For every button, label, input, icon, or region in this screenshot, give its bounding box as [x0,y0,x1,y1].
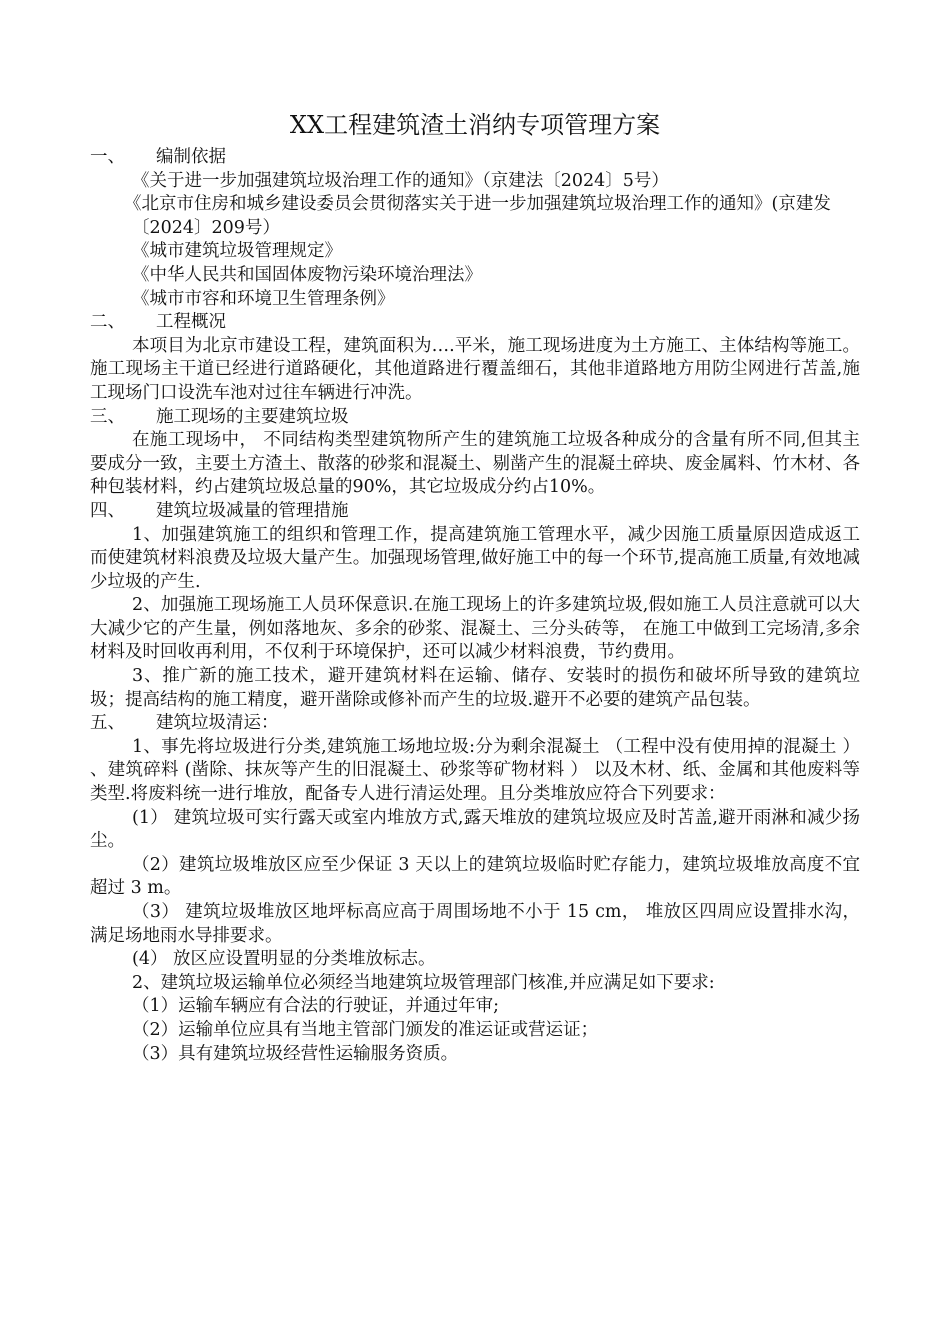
requirement-item: （3） 建筑垃圾堆放区地坪标高应高于周围场地不小于 15 cm， 堆放区四周应设置排水沟，满足场地雨水导排要求。 [90,902,860,946]
document-title: XX工程建筑渣土消纳专项管理方案 [289,111,661,139]
reference-item: 《城市建筑垃圾管理规定》 [132,241,342,262]
paragraph: 2、加强施工现场施工人员环保意识.在施工现场上的许多建筑垃圾,假如施工人员注意就可以大大减少它的产生量，例如落地灰、多余的砂浆、混凝土、三分头砖等， 在施工中做到工完场清,多余材料及时回收再利用，不仅利于环境保护，还可以减少材料浪费，节约费用。 [90,595,860,663]
section-heading-waste-types [90,406,860,430]
section-heading-basis [90,146,860,170]
paragraph: 2、建筑垃圾运输单位必须经当地建筑垃圾管理部门核准,并应满足如下要求: [132,972,715,993]
requirement-item: （3）具有建筑垃圾经营性运输服务资质。 [132,1043,459,1064]
requirement-item: （2）建筑垃圾堆放区应至少保证 3 天以上的建筑垃圾临时贮存能力，建筑垃圾堆放高度不宜超过 3 m。 [90,854,860,899]
reference-item: 《城市市容和环境卫生管理条例》 [132,288,395,309]
paragraph: 1、事先将垃圾进行分类,建筑施工场地垃圾:分为剩余混凝土 （工程中没有使用掉的混凝土 ） 、建筑碎料 (凿除、抹灰等产生的旧混凝土、砂浆等矿物材料 ） 以及木材、纸、金属和其他废料等类型.将废料统一进行堆放，配备专人进行清运处理。且分类堆放应符合下列要求： [90,736,860,805]
reference-item: 《北京市住房和城乡建设委员会贯彻落实关于进一步加强建筑垃圾治理工作的通知》(京建发〔2024〕209号） [124,194,831,238]
requirement-item: （2）运输单位应具有当地主管部门颁发的准运证或营运证； [132,1019,599,1040]
section-number: 二、 [90,312,125,333]
paragraph: 本项目为北京市建设工程，建筑面积为….平米，施工现场进度为土方施工、主体结构等施工。施工现场主干道已经进行道路硬化，其他道路进行覆盖细石，其他非道路地方用防尘网进行苫盖,施工现场门口设洗车池对过往车辆进行冲洗。 [90,335,860,403]
section-title: 建筑垃圾减量的管理措施 [156,500,349,521]
section-title: 建筑垃圾清运： [156,713,279,734]
requirement-item: (1） 建筑垃圾可实行露天或室内堆放方式,露天堆放的建筑垃圾应及时苫盖,避开雨淋和减少扬尘。 [90,807,860,852]
paragraph: 在施工现场中， 不同结构类型建筑物所产生的建筑施工垃圾各种成分的含量有所不同,但其主要成分一致，主要土方渣土、散落的砂浆和混凝土、剔凿产生的混凝土碎块、废金属料、竹木材、各种包装材料，约占建筑垃圾总量的90%，其它垃圾成分约占10%。 [90,430,860,498]
section-heading-overview [90,311,860,335]
requirement-item: (4） 放区应设置明显的分类堆放标志。 [132,949,436,970]
section-heading-removal [90,712,860,736]
reference-item: 《关于进一步加强建筑垃圾治理工作的通知》（京建法〔2024〕5号） [132,170,669,191]
paragraph: 1、加强建筑施工的组织和管理工作，提高建筑施工管理水平，减少因施工质量原因造成返工而使建筑材料浪费及垃圾大量产生。加强现场管理,做好施工中的每一个环节,提高施工质量,有效地减少垃圾的产生. [90,524,860,592]
paragraph: 3、推广新的施工技术，避开建筑材料在运输、储存、安装时的损伤和破坏所导致的建筑垃圾；提高结构的施工精度，避开凿除或修补而产生的垃圾.避开不必要的建筑产品包装。 [90,666,860,710]
section-heading-reduction [90,500,860,524]
section-number: 五、 [90,713,125,734]
section-title: 编制依据 [156,147,226,167]
reference-item: 《中华人民共和国固体废物污染环境治理法》 [132,264,482,285]
section-number: 三、 [90,406,125,427]
section-number: 一、 [90,147,125,167]
section-title: 工程概况 [156,312,226,333]
section-number: 四、 [90,500,125,521]
section-title: 施工现场的主要建筑垃圾 [156,406,349,427]
requirement-item: （1）运输车辆应有合法的行驶证，并通过年审; [132,996,500,1017]
